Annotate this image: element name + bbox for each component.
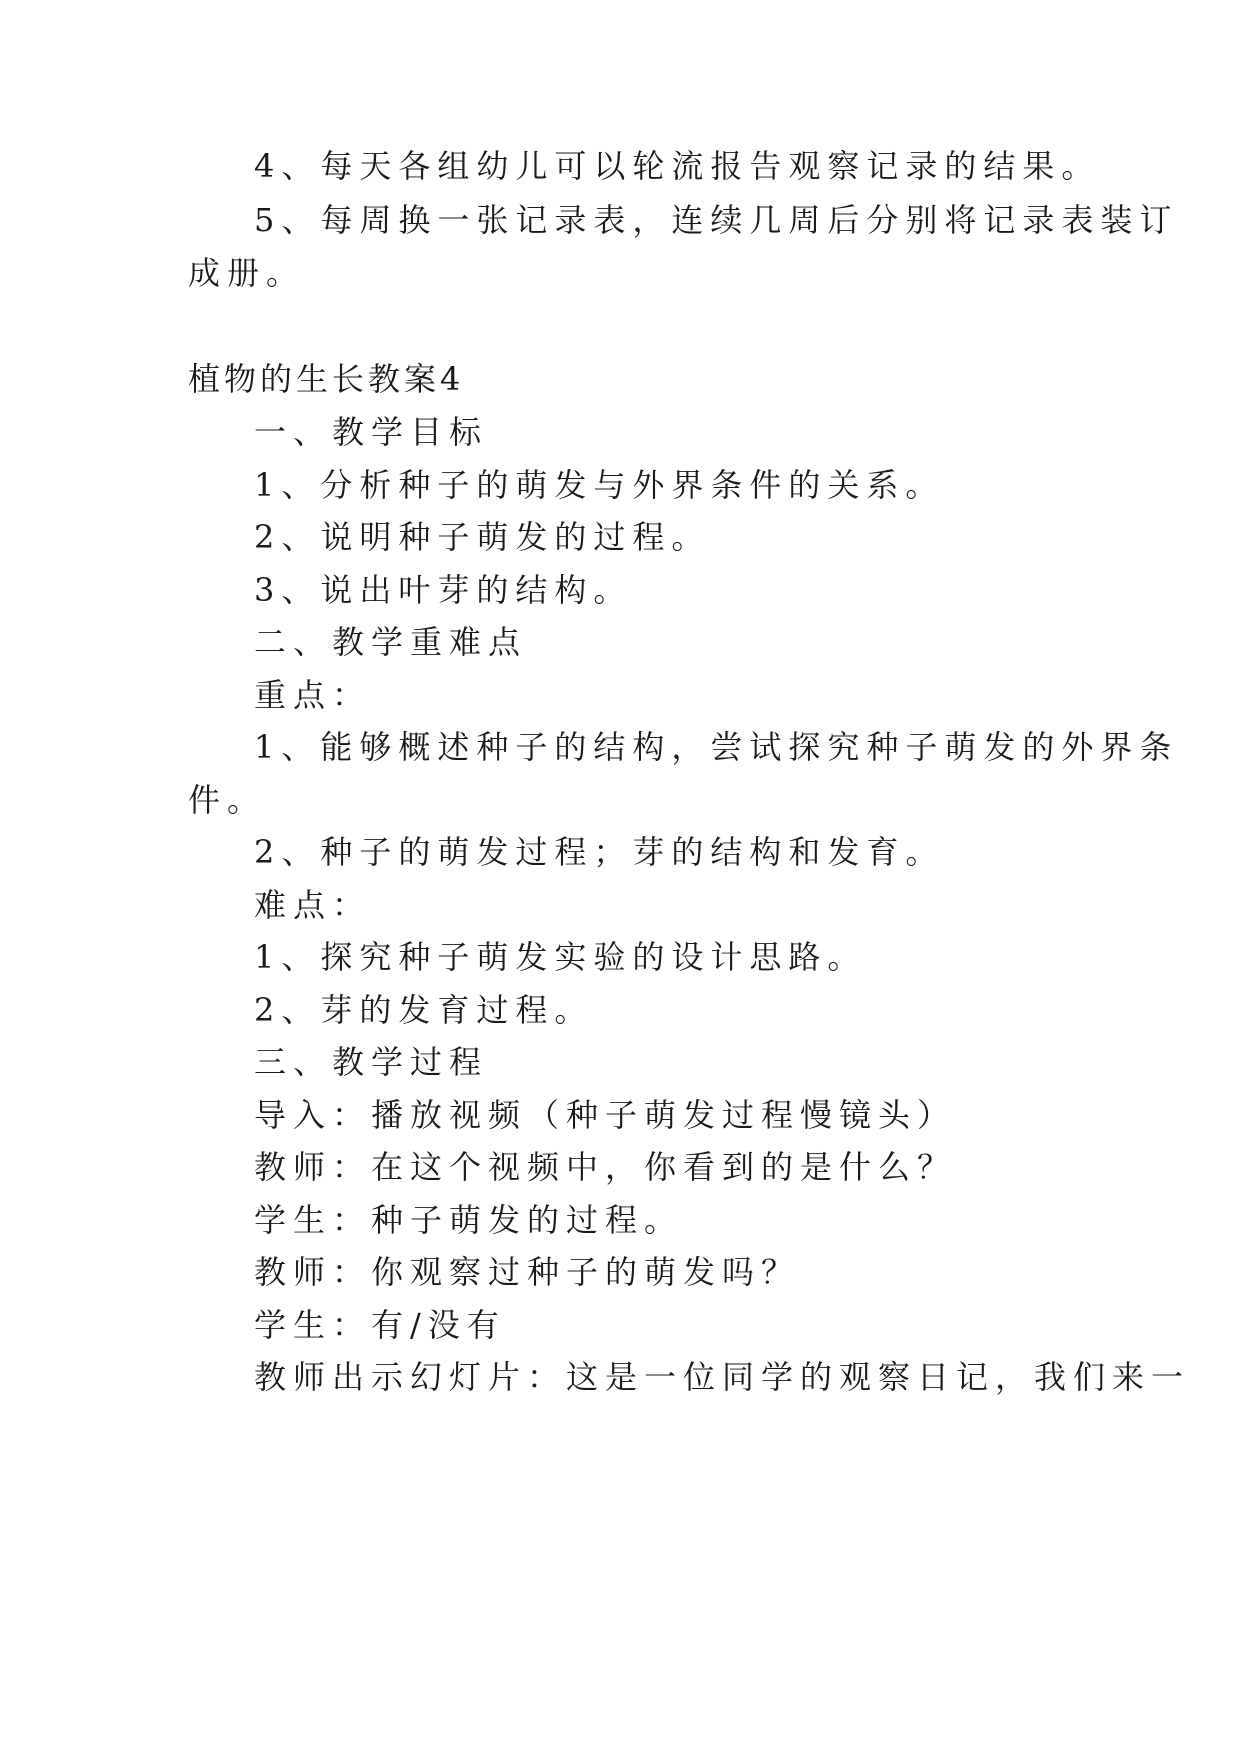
paragraph-continuation-line: 件。 xyxy=(188,781,267,819)
section-title: 植物的生长教案4 xyxy=(188,360,465,398)
paragraph-continuation-line: 成册。 xyxy=(188,254,306,292)
paragraph-line: 2、说明种子萌发的过程。 xyxy=(254,518,711,556)
dialogue-line: 教师：你观察过种子的萌发吗？ xyxy=(254,1253,801,1291)
paragraph-line: 教师出示幻灯片：这是一位同学的观察日记，我们来一 xyxy=(254,1358,1191,1396)
dialogue-line: 学生：种子萌发的过程。 xyxy=(254,1201,684,1239)
paragraph-line: 1、分析种子的萌发与外界条件的关系。 xyxy=(254,466,945,504)
paragraph-line: 3、说出叶芽的结构。 xyxy=(254,571,633,609)
paragraph-line: 5、每周换一张记录表，连续几周后分别将记录表装订 xyxy=(254,201,1179,239)
dialogue-line: 教师：在这个视频中，你看到的是什么？ xyxy=(254,1148,957,1186)
section-heading: 二、教学重难点 xyxy=(254,623,528,661)
paragraph-line: 4、每天各组幼儿可以轮流报告观察记录的结果。 xyxy=(254,147,1101,185)
paragraph-label: 重点： xyxy=(254,676,372,714)
paragraph-line: 1、探究种子萌发实验的设计思路。 xyxy=(254,938,867,976)
paragraph-line: 导入：播放视频（种子萌发过程慢镜头） xyxy=(254,1096,957,1134)
section-heading: 一、教学目标 xyxy=(254,413,489,451)
dialogue-line: 学生：有/没有 xyxy=(254,1306,506,1344)
section-heading: 三、教学过程 xyxy=(254,1043,489,1081)
paragraph-line: 2、种子的萌发过程；芽的结构和发育。 xyxy=(254,833,945,871)
paragraph-line: 1、能够概述种子的结构，尝试探究种子萌发的外界条 xyxy=(254,728,1179,766)
paragraph-line: 2、芽的发育过程。 xyxy=(254,991,594,1029)
paragraph-label: 难点： xyxy=(254,886,372,924)
